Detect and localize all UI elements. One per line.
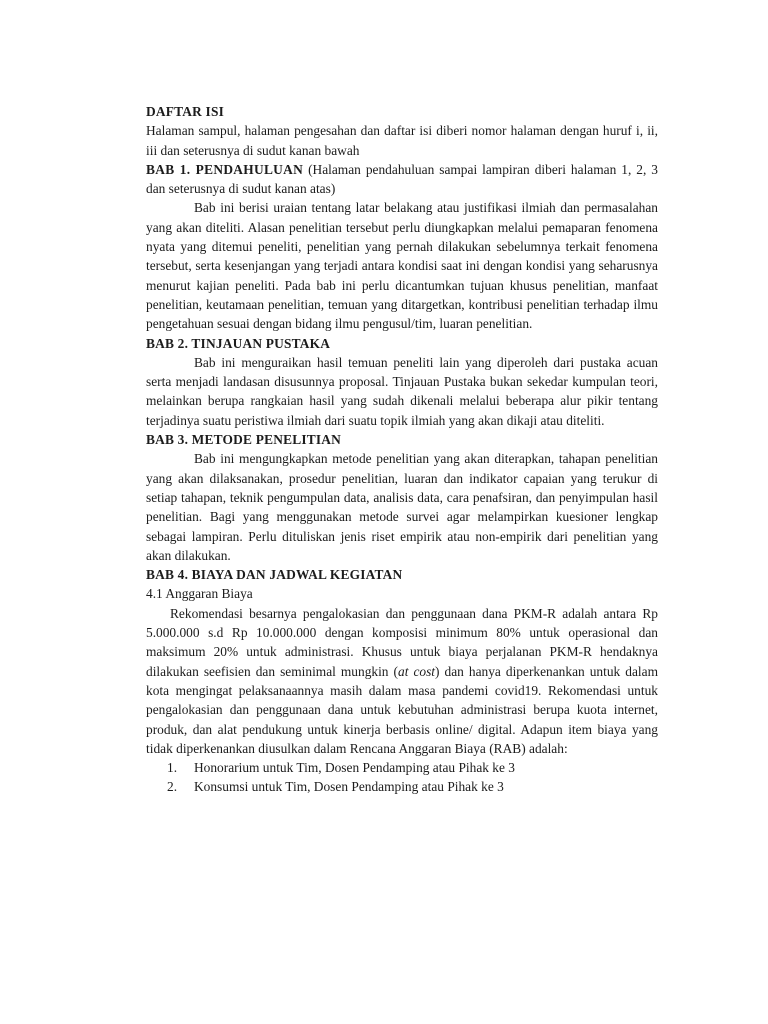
bab1-note: (Halaman pendahuluan sampai lampiran diberi halaman 1, 2, 3 dan seterusnya di sudut kanan atas) [146,161,659,197]
list-item-number: 2. [167,779,178,795]
bab4-title: BAB 4. BIAYA DAN JADWAL KEGIATAN [146,567,403,583]
list-item-number: 1. [167,760,178,776]
bab1-heading-paragraph [146,160,658,199]
bab4-body-italic: at cost [398,663,436,679]
bab2-body: Bab ini menguraikan hasil temuan peneliti lain yang diperoleh dari pustaka acuan serta menjadi landasan disusunnya proposal. Tinjauan Pustaka bukan sekedar kumpulan teori, melainkan berupa rangkaian hasil yang sudah dikenali melalui beberapa alur pikir tentang terjadinya suatu peristiwa ilmiah dari suatu topik ilmiah yang akan dikaji atau diteliti. [146,354,658,428]
bab4-body-part1: Rekomendasi besarnya pengalokasian dan penggunaan dana PKM-R adalah antara Rp 5.000.000 s.d Rp 10.000.000 dengan komposisi minimum 80% untuk operasional dan maksimum 20% untuk administrasi. Khusus untuk biaya perjalanan PKM-R hendaknya dilakukan seefisien dan seminimal mungkin ( [146,605,658,679]
bab4-item-list [146,758,658,797]
toc-heading: DAFTAR ISI [146,104,225,119]
list-item-text: Honorarium untuk Tim, Dosen Pendamping atau Pihak ke 3 [194,760,515,776]
bab3-title: BAB 3. METODE PENELITIAN [146,432,342,448]
bab4-subtitle: 4.1 Anggaran Biaya [146,586,253,602]
bab4-body [146,604,658,758]
bab4-body-part2: ) dan hanya diperkenankan untuk dalam kota mengingat pelaksanaannya masih dalam masa pandemi covid19. Rekomendasi untuk pengalokasian dan penggunaan dana untuk kebutuhan administrasi berupa kuota internet, produk, dan alat pendukung untuk kinerja berbasis online/ digital. Adapun item biaya yang tidak diperkenankan diusulkan dalam Rencana Anggaran Biaya (RAB) adalah: [146,663,658,756]
bab1-title: BAB 1. PENDAHULUAN [146,161,304,177]
list-item [146,777,658,796]
list-item [146,758,658,777]
toc-text: Halaman sampul, halaman pengesahan dan daftar isi diberi nomor halaman dengan huruf i, ii, iii dan seterusnya di sudut kanan bawah [146,123,658,158]
bab2-title: BAB 2. TINJAUAN PUSTAKA [146,335,331,351]
bab3-body: Bab ini mengungkapkan metode penelitian yang akan diterapkan, tahapan penelitian yang akan dilaksanakan, prosedur penelitian, luaran dan indikator capaian yang terukur di setiap tahapan, teknik pengumpulan data, analisis data, cara penafsiran, dan penyimpulan hasil penelitian. Bagi yang menggunakan metode survei agar melampirkan kuesioner lengkap sebagai lampiran. Perlu dituliskan jenis riset empirik atau non-empirik dari penelitian yang akan dilakukan. [146,451,658,563]
bab1-body: Bab ini berisi uraian tentang latar belakang atau justifikasi ilmiah dan permasalahan yang akan diteliti. Alasan penelitian tersebut perlu diungkapkan melalui pemaparan fenomena nyata yang ditemui peneliti, penelitian yang pernah dilakukan sebelumnya terkait fenomena tersebut, serta kesenjangan yang terjadi antara kondisi saat ini dengan kondisi yang seharusnya menurut kajian peneliti. Pada bab ini perlu dicantumkan tujuan khusus penelitian, manfaat penelitian, keutamaan penelitian, temuan yang ditargetkan, kontribusi penelitian terhadap ilmu pengetahuan sesuai dengan bidang ilmu pengusul/tim, luaran penelitian. [146,200,658,332]
document-page [146,102,658,797]
list-item-text: Konsumsi untuk Tim, Dosen Pendamping atau Pihak ke 3 [194,779,504,795]
